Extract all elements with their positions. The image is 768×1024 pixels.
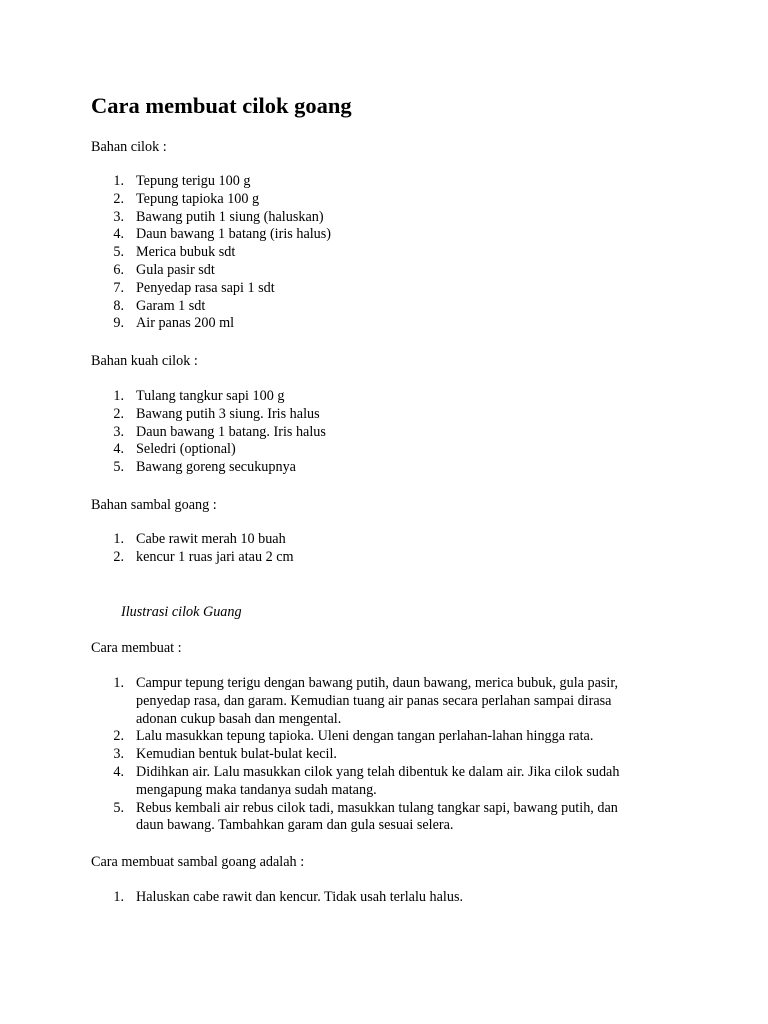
list-item: 1. Haluskan cabe rawit dan kencur. Tidak usah terlalu halus. (113, 889, 464, 905)
section-heading-bahan-sambal: Bahan sambal goang : (91, 497, 217, 513)
section-heading-bahan-cilok: Bahan cilok : (91, 139, 167, 155)
list-item: 4. Didihkan air. Lalu masukkan cilok yang telah dibentuk ke dalam air. Jika cilok sudah mengapung maka tandanya sudah matang. (113, 763, 620, 798)
list-item: 4. Seledri (optional) (113, 441, 236, 458)
list-item: 7. Penyedap rasa sapi 1 sdt (113, 279, 275, 296)
list-bahan-kuah (91, 388, 671, 477)
list-item: 2. Tepung tapioka 100 g (113, 190, 260, 207)
list-item: 5. Rebus kembali air rebus cilok tadi, masukkan tulang tangkar sapi, bawang putih, dan daun bawang. Tambahkan garam dan gula sesuai selera. (113, 799, 618, 834)
section-heading-bahan-kuah: Bahan kuah cilok : (91, 353, 198, 369)
page-title: Cara membuat cilok goang (91, 93, 352, 118)
list-item: 6. Gula pasir sdt (113, 261, 215, 278)
section-heading-cara-sambal: Cara membuat sambal goang adalah : (91, 854, 305, 870)
image-caption: Ilustrasi cilok Guang (121, 604, 242, 620)
list-cara-sambal (91, 889, 671, 907)
list-item: 4. Daun bawang 1 batang (iris halus) (113, 226, 332, 243)
section-heading-cara-membuat: Cara membuat : (91, 640, 182, 656)
list-item: 9. Air panas 200 ml (113, 315, 235, 332)
list-item: 3. Bawang putih 1 siung (haluskan) (113, 208, 324, 225)
list-item: 3. Daun bawang 1 batang. Iris halus (113, 423, 326, 440)
list-item: 2. kencur 1 ruas jari atau 2 cm (113, 548, 294, 565)
list-item: 3. Kemudian bentuk bulat-bulat kecil. (113, 746, 337, 763)
list-item: 5. Bawang goreng secukupnya (113, 459, 296, 476)
list-item: 5. Merica bubuk sdt (113, 244, 236, 261)
list-bahan-cilok (91, 173, 671, 333)
list-item: 1. Tepung terigu 100 g (113, 173, 251, 189)
list-item: 2. Lalu masukkan tepung tapioka. Uleni dengan tangan perlahan-lahan hingga rata. (113, 728, 594, 745)
list-item: 1. Campur tepung terigu dengan bawang putih, daun bawang, merica bubuk, gula pasir, penyedap rasa, dan garam. Kemudian tuang air panas secara perlahan sampai dirasa adonan cukup basah dan mengental. (113, 675, 619, 727)
list-bahan-sambal (91, 531, 671, 567)
list-item: 2. Bawang putih 3 siung. Iris halus (113, 405, 320, 422)
list-item: 8. Garam 1 sdt (113, 297, 206, 314)
list-cara-membuat (91, 675, 671, 835)
list-item: 1. Tulang tangkur sapi 100 g (113, 388, 285, 404)
list-item: 1. Cabe rawit merah 10 buah (113, 531, 286, 547)
